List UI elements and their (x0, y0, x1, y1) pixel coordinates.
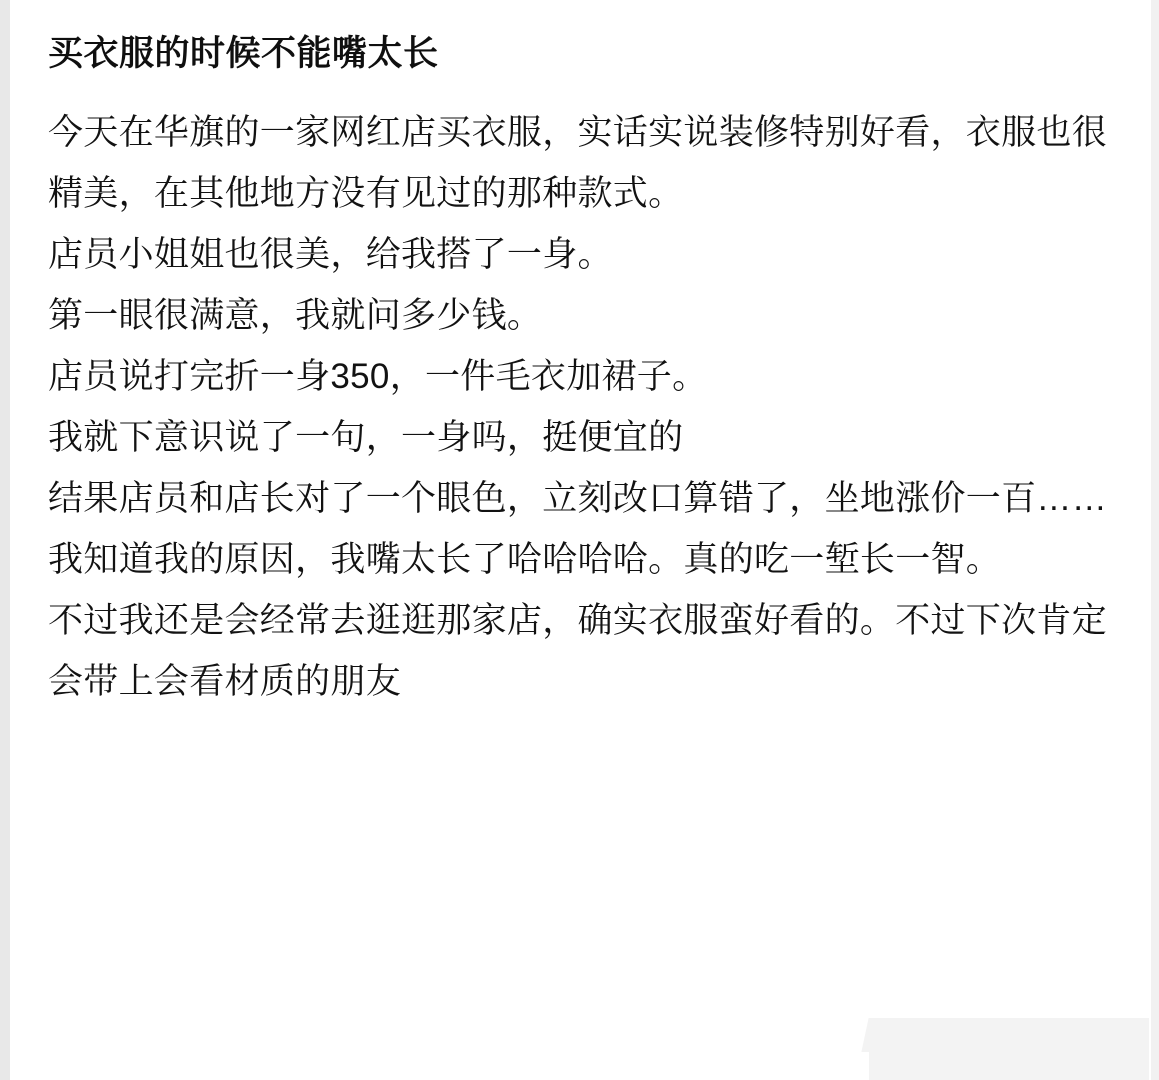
paragraph: 店员说打完折一身350，一件毛衣加裙子。 (48, 356, 708, 396)
right-edge-strip (1151, 0, 1159, 1080)
paragraph: 今天在华旗的一家网红店买衣服，实话实说装修特别好看，衣服也很精美，在其他地方没有见过的那种款式。 (48, 112, 1108, 213)
paragraph: 我就下意识说了一句，一身吗，挺便宜的 (48, 417, 684, 457)
paragraph: 不过我还是会经常去逛逛那家店，确实衣服蛮好看的。不过下次肯定会带上会看材质的朋友 (48, 600, 1108, 701)
paragraph: 店员小姐姐也很美，给我搭了一身。 (48, 234, 613, 274)
paragraph: 结果店员和店长对了一个眼色，立刻改口算错了，坐地涨价一百…… (48, 478, 1108, 518)
left-edge-strip (0, 0, 10, 1080)
watermark-overlay (869, 1018, 1149, 1080)
paragraph: 我知道我的原因，我嘴太长了哈哈哈哈。真的吃一堑长一智。 (48, 539, 1002, 579)
document-content (48, 0, 1108, 712)
document-body (48, 102, 1108, 712)
page-title: 买衣服的时候不能嘴太长 (48, 34, 439, 73)
paragraph: 第一眼很满意，我就问多少钱。 (48, 295, 543, 335)
